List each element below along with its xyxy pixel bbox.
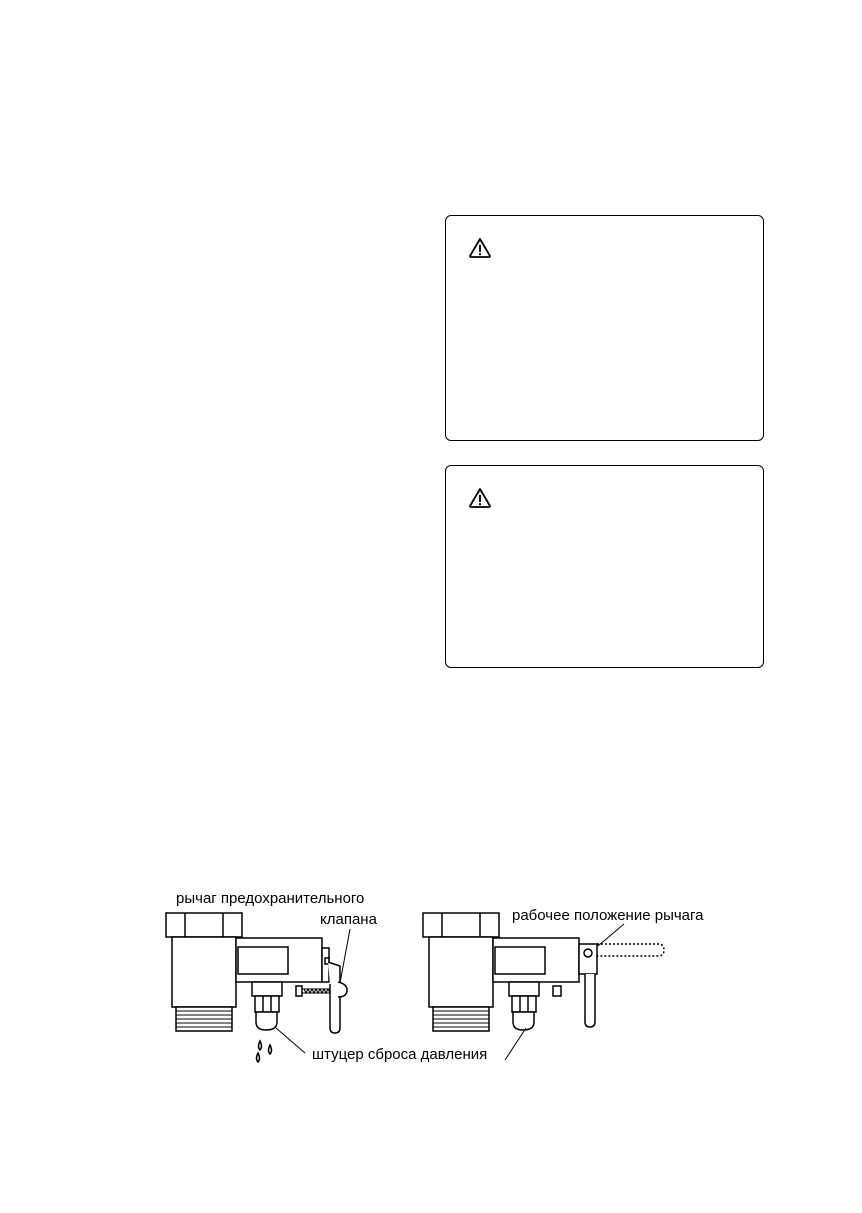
- valve-right: [423, 913, 664, 1031]
- label-safety-valve-lever: рычаг предохранительного: [176, 890, 365, 907]
- label-safety-valve-lever-cont: клапана: [320, 911, 377, 928]
- valve-left: [166, 913, 347, 1062]
- label-pressure-relief-fitting: штуцер сброса давления: [312, 1046, 488, 1063]
- label-lever-working-position: рабочее положение рычага: [512, 907, 704, 924]
